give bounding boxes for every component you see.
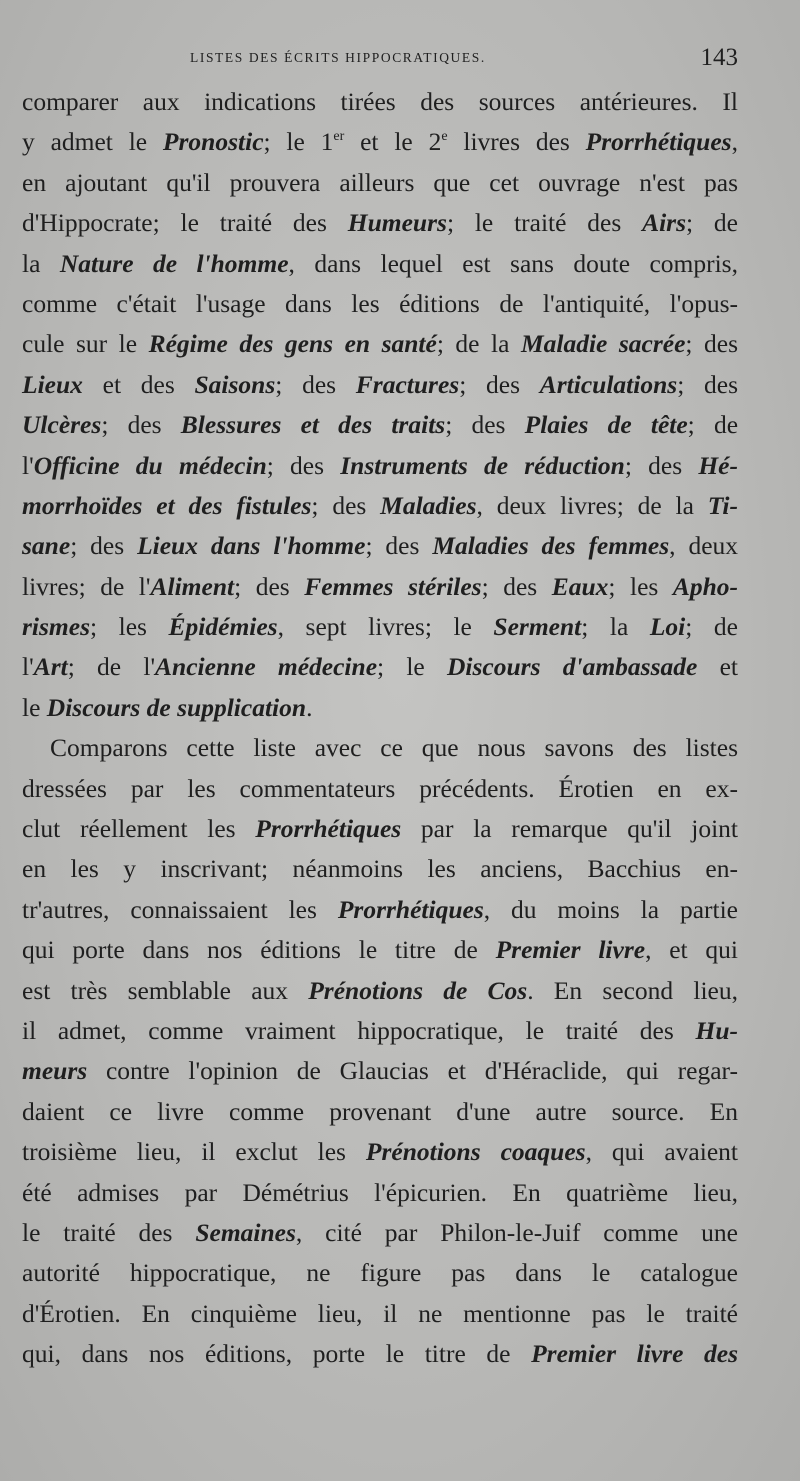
text-run: ; les bbox=[90, 612, 169, 642]
italic-title: Prorrhétiques bbox=[255, 814, 402, 844]
text-run: Comparons cette liste avec ce que nous savons des listes bbox=[50, 733, 738, 763]
text-run: ; des bbox=[266, 450, 341, 480]
italic-title: Ti- bbox=[707, 490, 739, 520]
italic-title: Nature de l'homme bbox=[59, 248, 289, 278]
text-line bbox=[22, 486, 738, 526]
italic-title: Ulcères bbox=[22, 410, 102, 440]
italic-title: Saisons bbox=[194, 369, 276, 399]
running-title: LISTES DES ÉCRITS HIPPOCRATIQUES. bbox=[190, 50, 486, 65]
text-run: en ajoutant qu'il prouvera ailleurs que cet ouvrage n'est pas bbox=[22, 167, 738, 197]
text-line bbox=[22, 122, 738, 162]
text-run: , qui avaient bbox=[585, 1137, 738, 1167]
text-line bbox=[22, 324, 738, 364]
text-line bbox=[22, 971, 738, 1011]
italic-title: Art bbox=[33, 652, 68, 682]
italic-title: Prénotions de Cos bbox=[308, 975, 528, 1005]
italic-title: Maladie sacrée bbox=[520, 329, 686, 359]
body-text bbox=[22, 82, 738, 1375]
italic-title: Discours d'ambassade bbox=[447, 652, 698, 682]
italic-title: Hu- bbox=[695, 1015, 738, 1045]
text-line bbox=[22, 647, 738, 687]
text-run: ; de bbox=[685, 612, 738, 642]
text-line bbox=[22, 203, 738, 243]
italic-title: Lieux bbox=[22, 369, 83, 399]
text-run: ; le 1 bbox=[263, 127, 334, 157]
text-run: ; des bbox=[234, 571, 305, 601]
italic-title: Premier livre des bbox=[531, 1339, 739, 1369]
italic-title: Hé- bbox=[698, 450, 738, 480]
italic-title: Aliment bbox=[150, 571, 235, 601]
text-run: qui porte dans nos éditions le titre de bbox=[22, 935, 496, 965]
italic-title: Humeurs bbox=[347, 208, 447, 238]
text-line bbox=[22, 849, 738, 889]
italic-title: Lieux dans l'homme bbox=[137, 531, 366, 561]
text-run: livres des bbox=[447, 127, 586, 157]
italic-title: Régime des gens en santé bbox=[148, 329, 437, 359]
italic-title: Plaies de tête bbox=[524, 410, 688, 440]
text-run: ; des bbox=[624, 450, 699, 480]
text-run: et bbox=[697, 652, 739, 682]
italic-title: rismes bbox=[22, 612, 91, 642]
page-header bbox=[22, 44, 738, 74]
italic-title: Apho- bbox=[672, 571, 739, 601]
text-run: en les y inscrivant; néanmoins les anciens, Bacchius en- bbox=[22, 854, 738, 884]
text-run: , sept livres; le bbox=[277, 612, 494, 642]
text-run: autorité hippocratique, ne figure pas dans le catalogue bbox=[22, 1258, 738, 1288]
text-line bbox=[22, 1051, 738, 1091]
text-run: livres; de l' bbox=[22, 571, 151, 601]
text-line bbox=[22, 1011, 738, 1051]
text-run: ; le bbox=[377, 652, 447, 682]
text-run: , bbox=[731, 127, 738, 157]
text-run: comme c'était l'usage dans les éditions de l'antiquité, l'opus- bbox=[22, 288, 738, 318]
italic-title: Blessures et des traits bbox=[180, 410, 446, 440]
text-line bbox=[22, 688, 738, 728]
text-line bbox=[22, 405, 738, 445]
text-line bbox=[22, 163, 738, 203]
text-run: ; des bbox=[445, 410, 525, 440]
italic-title: Prorrhétiques bbox=[337, 894, 484, 924]
italic-title: morrhoïdes et des fistules bbox=[22, 490, 312, 520]
italic-title: Maladies bbox=[380, 490, 477, 520]
text-line bbox=[22, 890, 738, 930]
italic-title: Officine du médecin bbox=[33, 450, 267, 480]
text-run: par la remarque qu'il joint bbox=[401, 814, 738, 844]
text-line bbox=[22, 1334, 738, 1374]
italic-title: Articulations bbox=[539, 369, 678, 399]
italic-title: Maladies des femmes bbox=[432, 531, 670, 561]
text-run: le traité des bbox=[22, 1217, 196, 1247]
text-run: été admises par Démétrius l'épicurien. En quatrième lieu, bbox=[22, 1177, 738, 1207]
text-line bbox=[22, 930, 738, 970]
italic-title: Serment bbox=[493, 612, 582, 642]
text-line bbox=[22, 1253, 738, 1293]
text-line bbox=[22, 82, 738, 122]
text-run: d'Érotien. En cinquième lieu, il ne mentionne pas le traité bbox=[22, 1298, 738, 1328]
text-run: , et qui bbox=[645, 935, 738, 965]
italic-title: Premier livre bbox=[495, 935, 646, 965]
text-run: ; de l' bbox=[67, 652, 156, 682]
ordinal-superscript: er bbox=[333, 129, 345, 145]
italic-title: Pronostic bbox=[162, 127, 264, 157]
italic-title: meurs bbox=[22, 1056, 88, 1086]
text-run: ; des bbox=[677, 369, 738, 399]
text-run: la bbox=[22, 248, 60, 278]
text-run: ; des bbox=[70, 531, 138, 561]
text-run: . En second lieu, bbox=[527, 975, 738, 1005]
text-run: l' bbox=[22, 450, 34, 480]
text-line bbox=[22, 1213, 738, 1253]
text-run: qui, dans nos éditions, porte le titre de bbox=[22, 1339, 532, 1369]
text-run: , du moins la partie bbox=[483, 894, 738, 924]
text-run: , cité par Philon-le-Juif comme une bbox=[295, 1217, 739, 1247]
text-line bbox=[22, 526, 738, 566]
text-line bbox=[22, 446, 738, 486]
text-run: ; des bbox=[685, 329, 739, 359]
text-line bbox=[22, 728, 738, 768]
text-run: le bbox=[22, 692, 47, 722]
text-run: comparer aux indications tirées des sources antérieures. Il bbox=[22, 87, 738, 116]
text-run: ; des bbox=[459, 369, 540, 399]
text-run: cule sur le bbox=[22, 329, 149, 359]
text-line bbox=[22, 1092, 738, 1132]
text-line bbox=[22, 809, 738, 849]
text-run: clut réellement les bbox=[22, 814, 256, 844]
italic-title: Airs bbox=[642, 208, 687, 238]
text-run: . bbox=[306, 692, 313, 722]
italic-title: Prorrhétiques bbox=[585, 127, 732, 157]
page-number: 143 bbox=[700, 44, 738, 71]
text-run: , deux bbox=[669, 531, 739, 561]
text-run: il admet, comme vraiment hippocratique, le traité des bbox=[22, 1015, 696, 1045]
text-line bbox=[22, 567, 738, 607]
text-run: ; des bbox=[101, 410, 181, 440]
text-run: ; des bbox=[365, 531, 433, 561]
text-run: ; des bbox=[481, 571, 552, 601]
text-run: est très semblable aux bbox=[22, 975, 309, 1005]
italic-title: Ancienne médecine bbox=[155, 652, 378, 682]
text-line bbox=[22, 284, 738, 324]
text-run: ; de bbox=[686, 208, 738, 238]
italic-title: Femmes stériles bbox=[304, 571, 482, 601]
text-line bbox=[22, 607, 738, 647]
text-line bbox=[22, 365, 738, 405]
text-run: ; les bbox=[608, 571, 673, 601]
text-run: dressées par les commentateurs précédents. Érotien en ex- bbox=[22, 773, 738, 803]
text-run: , deux livres; de la bbox=[476, 490, 708, 520]
text-run: ; des bbox=[311, 490, 381, 520]
text-run: tr'autres, connaissaient les bbox=[22, 894, 338, 924]
text-line bbox=[22, 1132, 738, 1172]
text-run: d'Hippocrate; le traité des bbox=[22, 208, 348, 238]
text-line bbox=[22, 244, 738, 284]
italic-title: Discours de supplication bbox=[46, 692, 307, 722]
text-run: l' bbox=[22, 652, 34, 682]
text-run: ; des bbox=[275, 369, 356, 399]
text-run: daient ce livre comme provenant d'une autre source. En bbox=[22, 1096, 738, 1126]
italic-title: sane bbox=[22, 531, 71, 561]
text-run: et des bbox=[82, 369, 195, 399]
italic-title: Loi bbox=[649, 612, 686, 642]
text-run: ; la bbox=[581, 612, 650, 642]
text-line bbox=[22, 1173, 738, 1213]
italic-title: Eaux bbox=[551, 571, 609, 601]
text-run: , dans lequel est sans doute compris, bbox=[288, 248, 738, 278]
italic-title: Prénotions coaques bbox=[365, 1137, 586, 1167]
italic-title: Fractures bbox=[355, 369, 460, 399]
text-run: ; le traité des bbox=[446, 208, 643, 238]
text-line bbox=[22, 1294, 738, 1334]
italic-title: Épidémies bbox=[168, 612, 278, 642]
text-run: troisième lieu, il exclut les bbox=[22, 1137, 366, 1167]
italic-title: Instruments de réduction bbox=[340, 450, 625, 480]
ordinal-superscript: e bbox=[441, 129, 448, 145]
italic-title: Semaines bbox=[195, 1217, 296, 1247]
text-run: et le 2 bbox=[344, 127, 442, 157]
text-run: y admet le bbox=[22, 127, 163, 157]
text-line bbox=[22, 769, 738, 809]
text-run: contre l'opinion de Glaucias et d'Héraclide, qui regar- bbox=[87, 1056, 738, 1086]
text-run: ; de la bbox=[436, 329, 521, 359]
text-run: ; de bbox=[687, 410, 739, 440]
